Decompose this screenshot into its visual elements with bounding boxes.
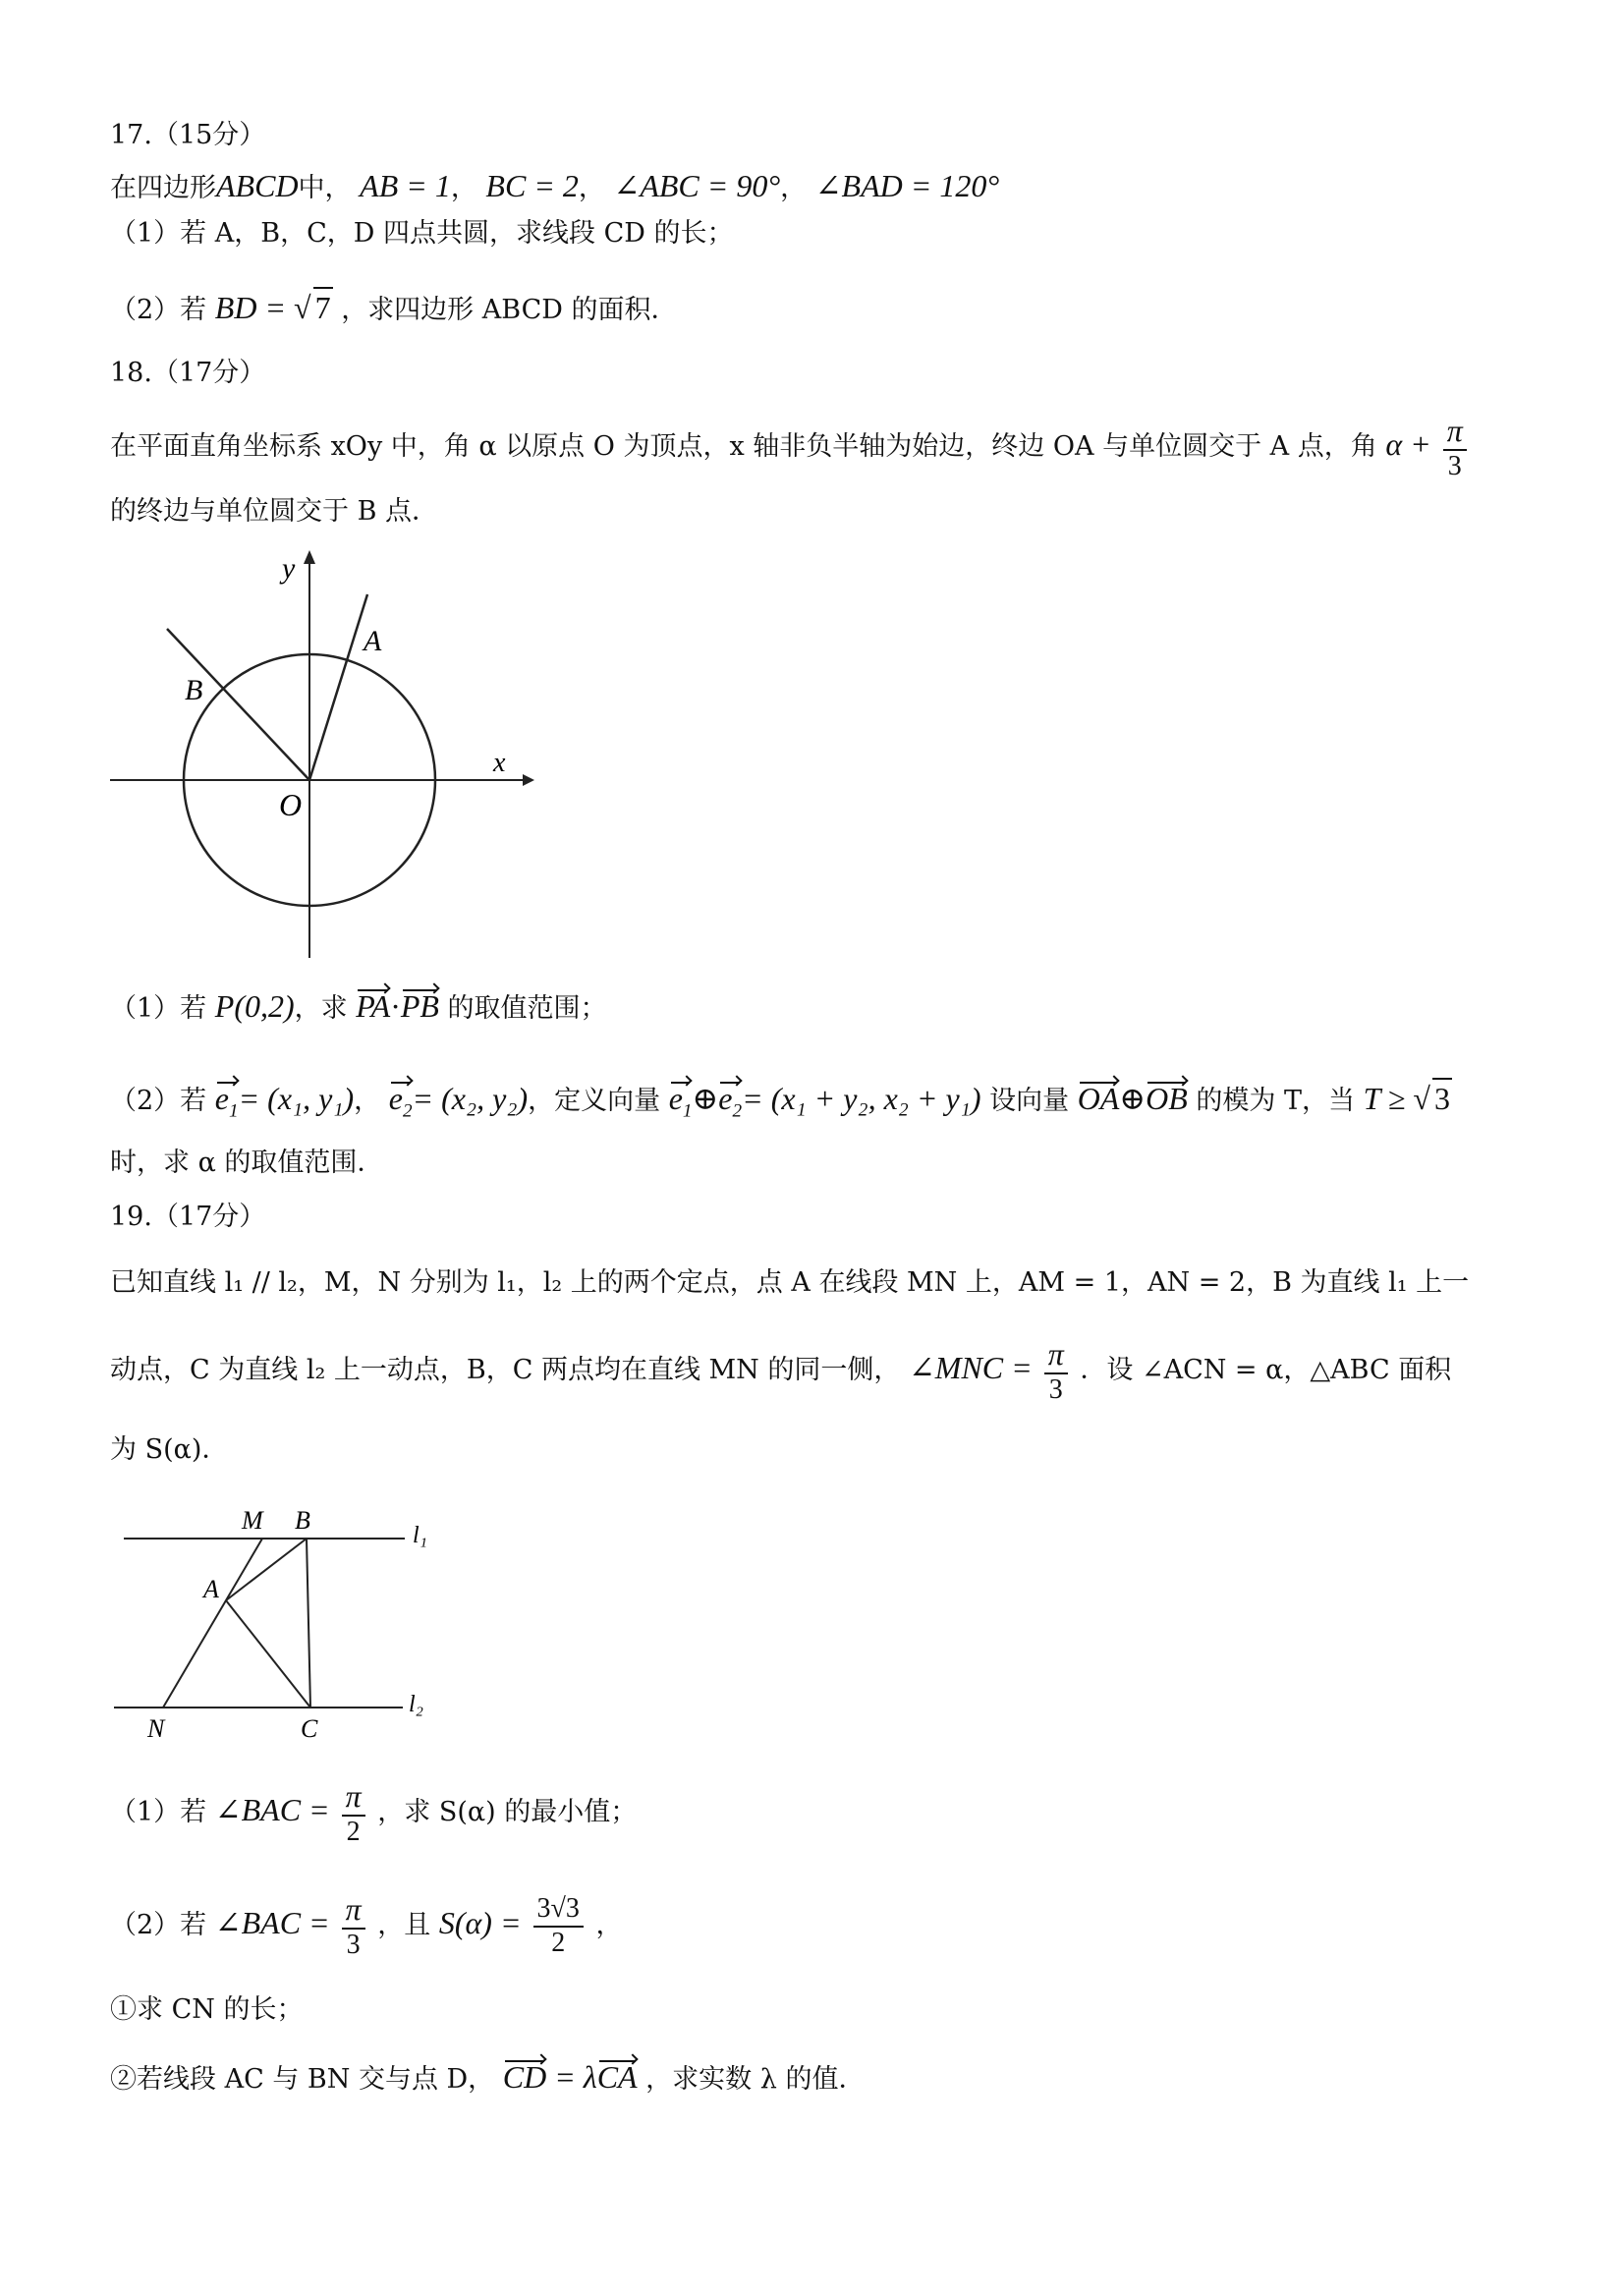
q18-stem-line1: 在平面直角坐标系 xOy 中，角 α 以原点 O 为顶点，x 轴非负半轴为始边，终边 OA 与单位圆交于 A 点，角 α + $\frac{\pi}{3}$ xyxy=(110,413,1471,482)
label-b: B xyxy=(185,674,203,706)
q19-stem-line3: 为 S(α)． xyxy=(110,1434,229,1465)
q19-stem-line2: 动点，C 为直线 l₂ 上一动点，B，C 两点均在直线 MN 的同一侧， ∠MNC = $\frac{\pi}{3}$ ．设 ∠ACN = α，△ABC 面积 xyxy=(110,1336,1452,1405)
label-x: x xyxy=(493,748,506,778)
label-a: A xyxy=(364,625,382,657)
label-l1: l₁ xyxy=(413,1523,428,1548)
label-c: C xyxy=(301,1714,318,1739)
label-l2: l₂ xyxy=(409,1692,424,1717)
q18-header: 18.（17分） xyxy=(110,358,266,388)
q18-part1: （1）若 P(0,2)，求 PA·PB 的取值范围； xyxy=(110,988,607,1024)
q19-stem-line1: 已知直线 l₁ // l₂，M，N 分别为 l₁，l₂ 上的两个定点，点 A 在线段 MN 上，AM = 1，AN = 2，B 为直线 l₁ 上一 xyxy=(110,1267,1470,1298)
segment-mn xyxy=(163,1539,262,1708)
segment-ab xyxy=(226,1539,307,1600)
q17-header: 17.（15分） xyxy=(110,120,266,150)
unit-circle-figure xyxy=(110,550,542,963)
q18-stem-line2: 的终边与单位圆交于 B 点． xyxy=(110,496,439,527)
label-a: A xyxy=(203,1575,219,1603)
label-y: y xyxy=(282,552,296,585)
q19-sub1: ①求 CN 的长； xyxy=(110,1994,304,2025)
q17-part1: （1）若 A，B，C，D 四点共圆，求线段 CD 的长； xyxy=(110,218,734,249)
fraction-pi-over-3: $\frac{\pi}{3}$ xyxy=(1443,413,1467,482)
q18-part2-cont: 时，求 α 的取值范围． xyxy=(110,1148,384,1178)
q18-part2: （2）若 $e_1= (x_1$, y₁)， $e_2= (x_2$, y₂)，定义向量 $e_1\oplus e_2= (x_1 + y_2$, x₂ + y₁) 设向量 OA⊕OB 的模为 T，当 T ≥ √ 3 xyxy=(110,1078,1452,1122)
parallel-lines-figure xyxy=(110,1503,464,1739)
y-axis-arrow xyxy=(304,550,315,564)
segment-bc xyxy=(307,1539,310,1708)
label-b: B xyxy=(295,1506,310,1535)
x-axis-arrow xyxy=(523,774,534,786)
q19-part1: （1）若 ∠BAC = $\frac{\pi}{2}$ ，求 S(α) 的最小值； xyxy=(110,1778,638,1847)
q17-stem: 在四边形ABCD中， AB = 1， BC = 2， ∠ABC = 90°， ∠BAD = 120° xyxy=(110,168,1000,203)
label-o: O xyxy=(279,787,303,822)
q19-part2: （2）若 ∠BAC = $\frac{\pi}{3}$ ，且 S(α) = $\frac{3√3}{2}$ ， xyxy=(110,1891,623,1960)
label-m: M xyxy=(242,1506,263,1535)
q19-sub2: ②若线段 AC 与 BN 交与点 D， CD = λCA ，求实数 λ 的值． xyxy=(110,2059,866,2095)
segment-ac xyxy=(226,1600,310,1708)
ray-oa xyxy=(309,594,367,780)
q19-header: 19.（17分） xyxy=(110,1202,266,1232)
label-n: N xyxy=(147,1714,165,1739)
q17-part2: （2）若 BD = √ 7 ，求四边形 ABCD 的面积． xyxy=(110,287,678,326)
